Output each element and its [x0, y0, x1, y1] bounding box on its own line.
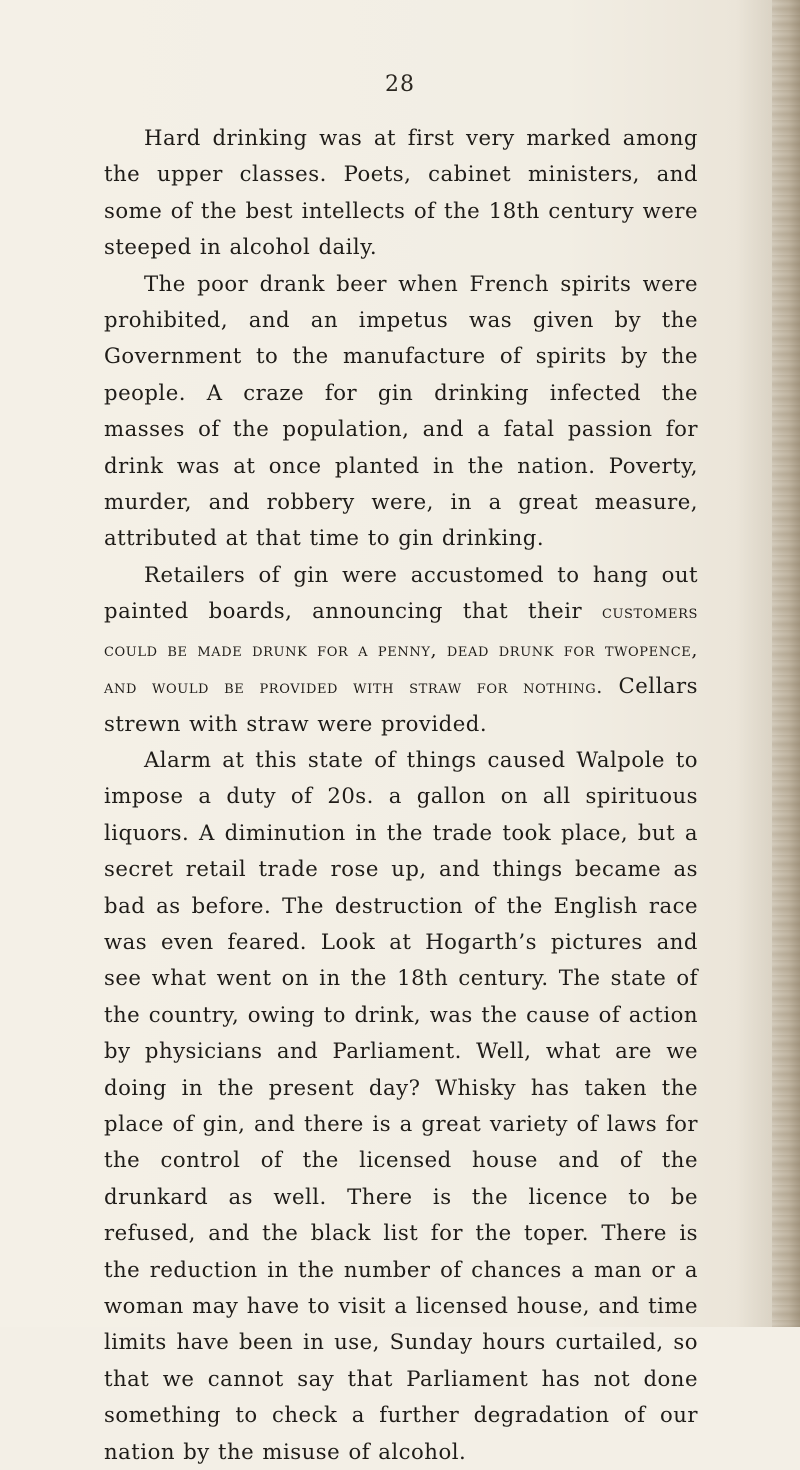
page-number: 28: [385, 72, 415, 97]
paragraph-hard-drinking: Hard drinking was at first very marked among the upper classes. Poets, cabinet ministers, and some of the best intellects of the 18th century were steeped in alcohol daily.: [104, 125, 698, 260]
retailers-sign-quotation: customers could be made drunk for a penny, dead drunk for twopence, and would be provided with straw for nothing.: [104, 601, 698, 699]
body-text: [104, 120, 698, 1470]
paragraph-alarm-walpole: Alarm at this state of things caused Walpole to impose a duty of 20s. a gallon on all spirituous liquors. A diminution in the trade took place, but a secret retail trade rose up, and things became as bad as before. The destruction of the English race was even feared. Look at Hogarth’s pictures and see what went on in the 18th century. The state of the country, owing to drink, was the cause of action by physicians and Parliament. Well, what are we doing in the present day? Whisky has taken the place of gin, and there is a great variety of laws for the control of the licensed house and of the drunkard as well. There is the licence to be refused, and the black list for the toper. There is the reduction in the number of chances a man or a woman may have to visit a licensed house, and time limits have been in use, Sunday hours curtailed, so that we cannot say that Parliament has not done something to check a further degradation of our nation by the misuse of alcohol.: [104, 746, 698, 1464]
paragraph-poor-drank-beer: The poor drank beer when French spirits were prohibited, and an impetus was given by the Government to the manufacture of spirits by the people. A craze for gin drinking infected the masses of the population, and a fatal passion for drink was at once planted in the nation. Poverty, murder, and robbery were, in a great measure, attributed at that time to gin drinking.: [104, 270, 698, 551]
paragraph-retailers-of-gin: [104, 557, 698, 742]
paragraph-retailers-outro: Cellars strewn with straw were provided.: [104, 673, 698, 736]
paragraph-retailers-intro: Retailers of gin were accustomed to hang out painted boards, announcing that their: [104, 561, 698, 624]
page-edge-shadow: [772, 0, 800, 1327]
